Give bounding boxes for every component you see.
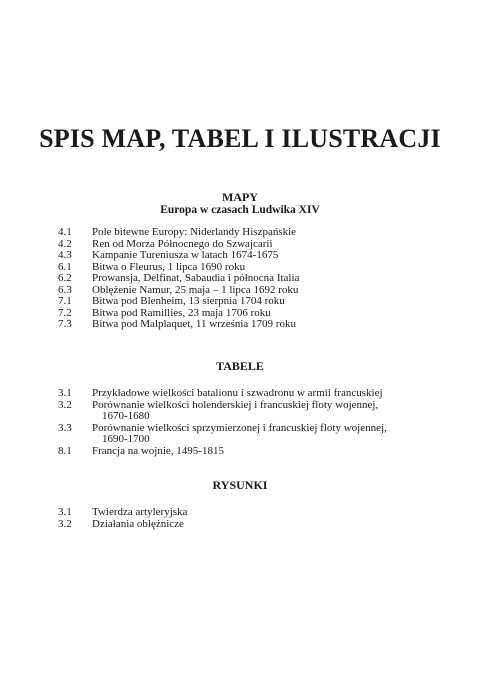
item-text-continuation: 1690-1700 [102, 433, 150, 445]
item-number: 6.3 [58, 283, 72, 296]
page-title: SPIS MAP, TABEL I ILUSTRACJI [39, 124, 441, 153]
item-text: Prowansja, Delfinat, Sabaudia i północna Italia [92, 272, 300, 284]
item-text-line: Przykładowe wielkości batalionu i szwadronu w armii francuskiej [92, 387, 383, 399]
item-number: 6.2 [58, 272, 72, 284]
item-text-line: Francja na wojnie, 1495-1815 [92, 444, 224, 457]
item-number: 4.3 [58, 249, 72, 261]
item-number: 4.1 [58, 226, 72, 238]
item-text: Bitwa o Fleurus, 1 lipca 1690 roku [92, 260, 246, 273]
maps-list [58, 227, 438, 331]
list-item [58, 519, 438, 531]
item-number: 3.1 [58, 506, 72, 518]
item-text: Kampanie Tureniusza w latach 1674-1675 [92, 249, 279, 261]
item-text-continuation: 1670-1680 [102, 410, 150, 422]
item-text: Bitwa pod Ramillies, 23 maja 1706 roku [92, 306, 271, 319]
item-text: Działania oblężnicze [92, 517, 184, 530]
item-text: Pole bitewne Europy: Niderlandy Hiszpańskie [92, 226, 297, 238]
item-number: 8.1 [58, 444, 72, 457]
list-item [58, 400, 438, 423]
item-number: 3.1 [58, 387, 72, 399]
item-number: 7.3 [58, 318, 72, 330]
section-heading-tables: TABELE [216, 359, 264, 373]
tables-list [58, 388, 438, 457]
item-text: Twierdza artyleryjska [92, 506, 188, 518]
item-text: Oblężenie Namur, 25 maja – 1 lipca 1692 roku [92, 283, 299, 296]
item-text: Bitwa pod Blenheim, 13 sierpnia 1704 roku [92, 295, 285, 307]
section-heading-figures: RYSUNKI [212, 478, 268, 492]
item-number: 7.1 [58, 295, 72, 307]
section-subtitle-maps: Europa w czasach Ludwika XIV [160, 204, 320, 216]
item-text-line: Porównanie wielkości holenderskiej i francuskiej floty wojennej, [92, 398, 379, 411]
item-text: Bitwa pod Malplaquet, 11 września 1709 roku [92, 318, 296, 330]
item-text [92, 423, 438, 446]
section-heading-maps: MAPY [222, 190, 258, 204]
list-item [58, 446, 438, 458]
item-text-line: Porównanie wielkości sprzymierzonej i francuskiej floty wojennej, [92, 421, 387, 434]
list-item [58, 273, 438, 285]
item-text: Ren od Morza Północnego do Szwajcarii [92, 237, 273, 250]
item-number: 4.2 [58, 237, 72, 250]
list-item [58, 507, 438, 519]
item-number: 3.2 [58, 398, 72, 411]
item-text [92, 400, 438, 423]
list-item [58, 250, 438, 262]
list-item [58, 319, 438, 331]
list-item [58, 296, 438, 308]
item-number: 3.2 [58, 517, 72, 530]
item-number: 7.2 [58, 306, 72, 319]
item-number: 6.1 [58, 260, 72, 273]
figures-list [58, 507, 438, 530]
item-number: 3.3 [58, 421, 72, 434]
list-item [58, 423, 438, 446]
item-text [92, 446, 438, 458]
list-item [58, 227, 438, 239]
